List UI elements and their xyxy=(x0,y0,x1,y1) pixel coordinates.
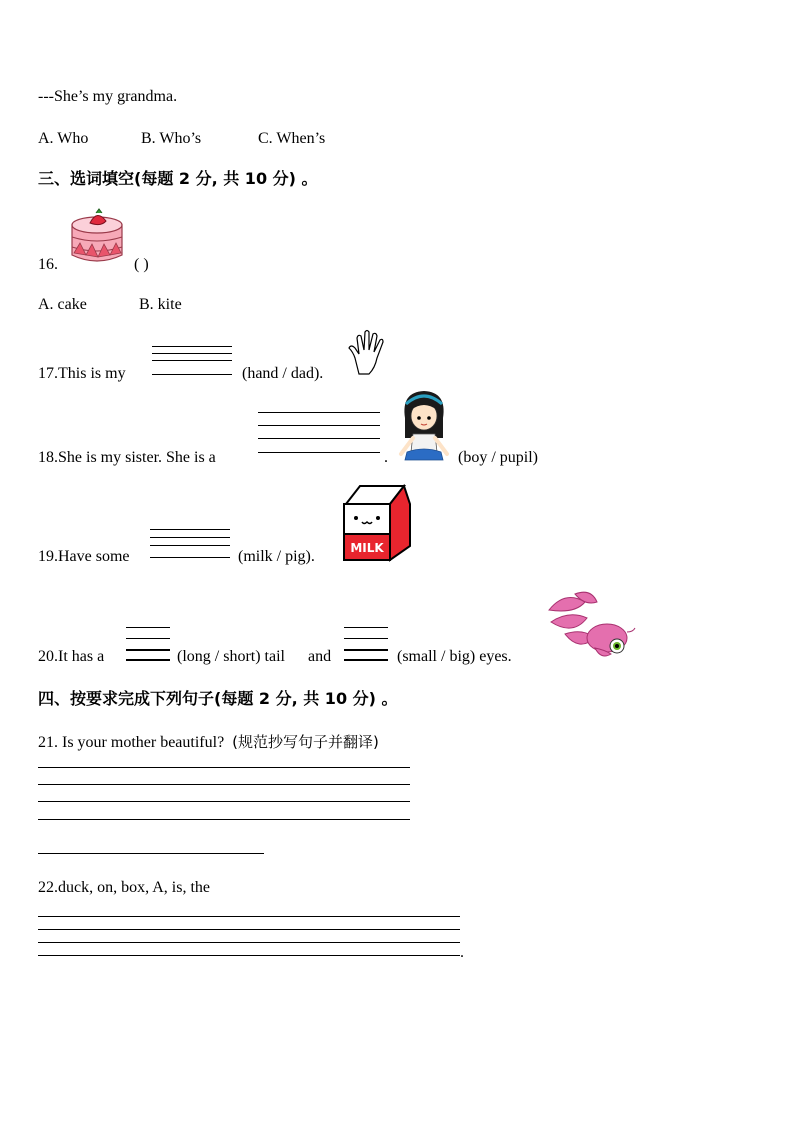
girl-picture xyxy=(397,388,451,464)
q15-answer-line: ---She’s my grandma. xyxy=(38,88,178,105)
section4-heading: 四、按要求完成下列句子(每题 2 分, 共 10 分) 。 xyxy=(38,689,398,708)
strawberry-cake-picture xyxy=(66,207,128,269)
milk-carton-label: MILK xyxy=(350,541,384,555)
q16-option-a: A. cake xyxy=(38,296,87,313)
q16-option-b: B. kite xyxy=(139,296,182,313)
q21-translation-line[interactable] xyxy=(38,853,264,854)
q16-number: 16. xyxy=(38,256,58,273)
milk-carton-picture xyxy=(340,482,414,564)
q19-choices: (milk / pig). xyxy=(238,548,315,565)
q15-option-b: B. Who’s xyxy=(141,130,202,147)
q17-choices: (hand / dad). xyxy=(242,365,324,382)
q18-period: . xyxy=(384,449,388,466)
q19-prompt: 19.Have some xyxy=(38,548,130,565)
q18-choices: (boy / pupil) xyxy=(458,449,538,466)
q21-instruction: (规范抄写句子并翻译) xyxy=(232,733,379,751)
q20-choices-eyes: (small / big) eyes. xyxy=(397,648,512,665)
q15-option-a: A. Who xyxy=(38,130,89,147)
q20-prompt: 20.It has a xyxy=(38,648,105,665)
hand-picture xyxy=(345,328,389,378)
q22-period: . xyxy=(460,944,464,961)
q18-prompt: 18.She is my sister. She is a xyxy=(38,449,216,466)
q22-prompt: 22.duck, on, box, A, is, the xyxy=(38,879,210,896)
section3-heading: 三、选词填空(每题 2 分, 共 10 分) 。 xyxy=(38,169,318,188)
q17-prompt: 17.This is my xyxy=(38,365,126,382)
q20-choices-tail: (long / short) tail xyxy=(177,648,285,665)
q15-option-c: C. When’s xyxy=(258,130,326,147)
goldfish-picture xyxy=(545,588,637,662)
q21-sentence: 21. Is your mother beautiful? xyxy=(38,734,225,751)
q20-and: and xyxy=(308,648,332,665)
q16-answer-blank[interactable]: ( ) xyxy=(134,256,149,273)
q21-prompt xyxy=(38,732,379,753)
